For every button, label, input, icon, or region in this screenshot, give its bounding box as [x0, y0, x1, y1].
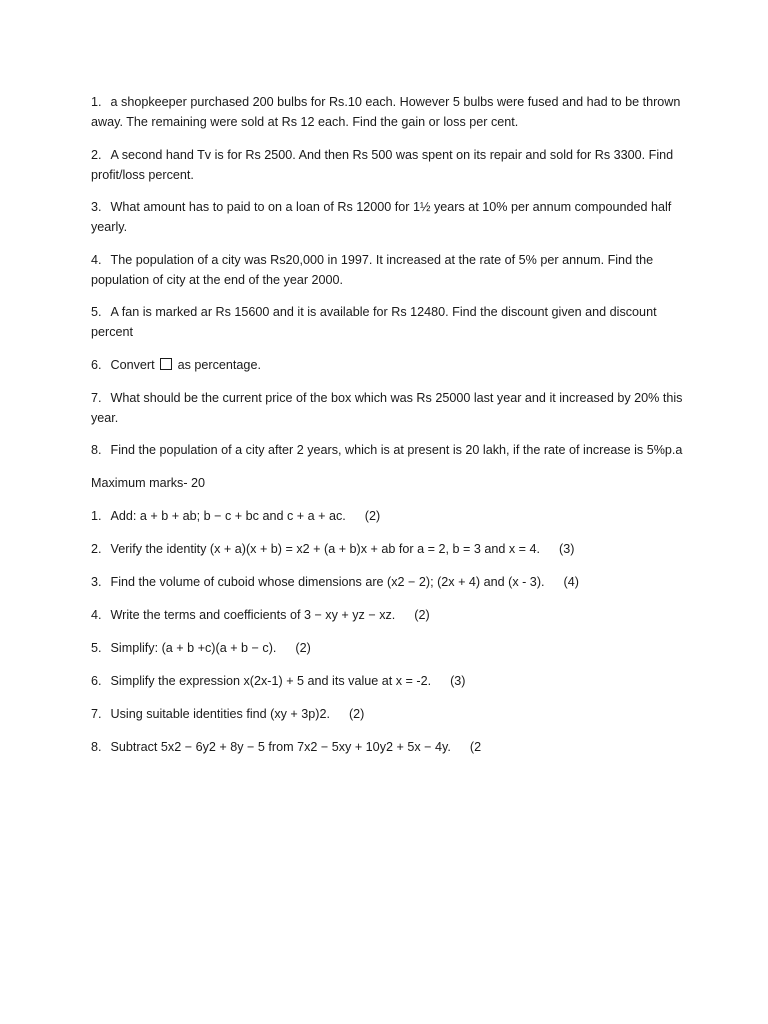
algebra-question-1	[91, 506, 683, 526]
question-2	[91, 145, 683, 185]
question-6	[91, 355, 683, 375]
question-marks: (2)	[414, 607, 430, 622]
question-number: 3.	[91, 574, 102, 589]
question-marks: (2	[469, 739, 482, 754]
question-number: 4.	[91, 607, 102, 622]
question-number: 6.	[91, 357, 102, 372]
question-text: A fan is marked ar Rs 15600 and it is available for Rs 12480. Find the discount given and discount percent	[91, 305, 657, 339]
question-number: 3.	[91, 200, 102, 214]
question-number: 1.	[91, 508, 102, 523]
question-3	[91, 197, 683, 237]
question-text: Subtract 5x2 − 6y2 + 8y − 5 from 7x2 − 5xy + 10y2 + 5x − 4y.	[110, 739, 451, 754]
question-text: a shopkeeper purchased 200 bulbs for Rs.10 each. However 5 bulbs were fused and had to be thrown away. The remaining were sold at Rs 12 each. Find the gain or loss per cent.	[91, 95, 681, 129]
question-text: What should be the current price of the box which was Rs 25000 last year and it increased by 20% this year.	[91, 390, 683, 425]
question-number: 4.	[91, 252, 102, 267]
empty-box-icon	[160, 358, 172, 370]
question-5	[91, 302, 683, 342]
algebra-question-5	[91, 638, 683, 658]
question-text: What amount has to paid to on a loan of Rs 12000 for 1½ years at 10% per annum compounded half yearly.	[91, 200, 672, 234]
maximum-marks: Maximum marks- 20	[91, 475, 206, 490]
question-marks: (4)	[563, 574, 579, 589]
question-marks: (2)	[348, 706, 365, 721]
question-text: Simplify the expression x(2x-1) + 5 and its value at x = -2.	[110, 673, 432, 688]
question-8	[91, 440, 683, 460]
question-text: The population of a city was Rs20,000 in 1997. It increased at the rate of 5% per annum. Find the population of city at the end of the year 2000.	[91, 252, 654, 287]
question-marks: (2)	[364, 508, 381, 523]
question-text: A second hand Tv is for Rs 2500. And then Rs 500 was spent on its repair and sold for Rs 3300. Find profit/loss percent.	[91, 147, 674, 182]
question-text: Find the population of a city after 2 years, which is at present is 20 lakh, if the rate of increase is 5%p.a	[110, 443, 683, 457]
question-text: Simplify: (a + b +c)(a + b − c).	[110, 640, 277, 655]
document-body	[91, 92, 683, 770]
algebra-question-3	[91, 572, 683, 592]
algebra-question-6	[91, 671, 683, 691]
question-number: 8.	[91, 739, 102, 754]
algebra-question-2	[91, 539, 683, 559]
question-text-after: as percentage.	[177, 357, 261, 372]
question-1	[91, 92, 683, 132]
question-marks: (3)	[559, 541, 575, 556]
question-marks: (3)	[450, 673, 466, 688]
question-text: Write the terms and coefficients of 3 − xy + yz − xz.	[110, 607, 396, 622]
algebra-question-8	[91, 737, 683, 757]
question-number: 8.	[91, 443, 102, 457]
question-text: Using suitable identities find (xy + 3p)2.	[110, 706, 330, 721]
question-number: 5.	[91, 305, 102, 319]
question-number: 6.	[91, 673, 102, 688]
question-text: Verify the identity (x + a)(x + b) = x2 + (a + b)x + ab for a = 2, b = 3 and x = 4.	[110, 541, 540, 556]
algebra-question-4	[91, 605, 683, 625]
question-text-before: Convert	[110, 357, 155, 372]
question-marks: (2)	[295, 640, 311, 655]
question-number: 5.	[91, 640, 102, 655]
question-number: 2.	[91, 541, 102, 556]
question-number: 1.	[91, 95, 102, 109]
question-7	[91, 388, 683, 428]
question-number: 7.	[91, 706, 102, 721]
algebra-question-7	[91, 704, 683, 724]
question-number: 2.	[91, 147, 102, 162]
question-number: 7.	[91, 390, 102, 405]
question-4	[91, 250, 683, 290]
question-text: Find the volume of cuboid whose dimensions are (x2 − 2); (2x + 4) and (x - 3).	[110, 574, 545, 589]
question-text: Add: a + b + ab; b − c + bc and c + a + ac.	[110, 508, 346, 523]
